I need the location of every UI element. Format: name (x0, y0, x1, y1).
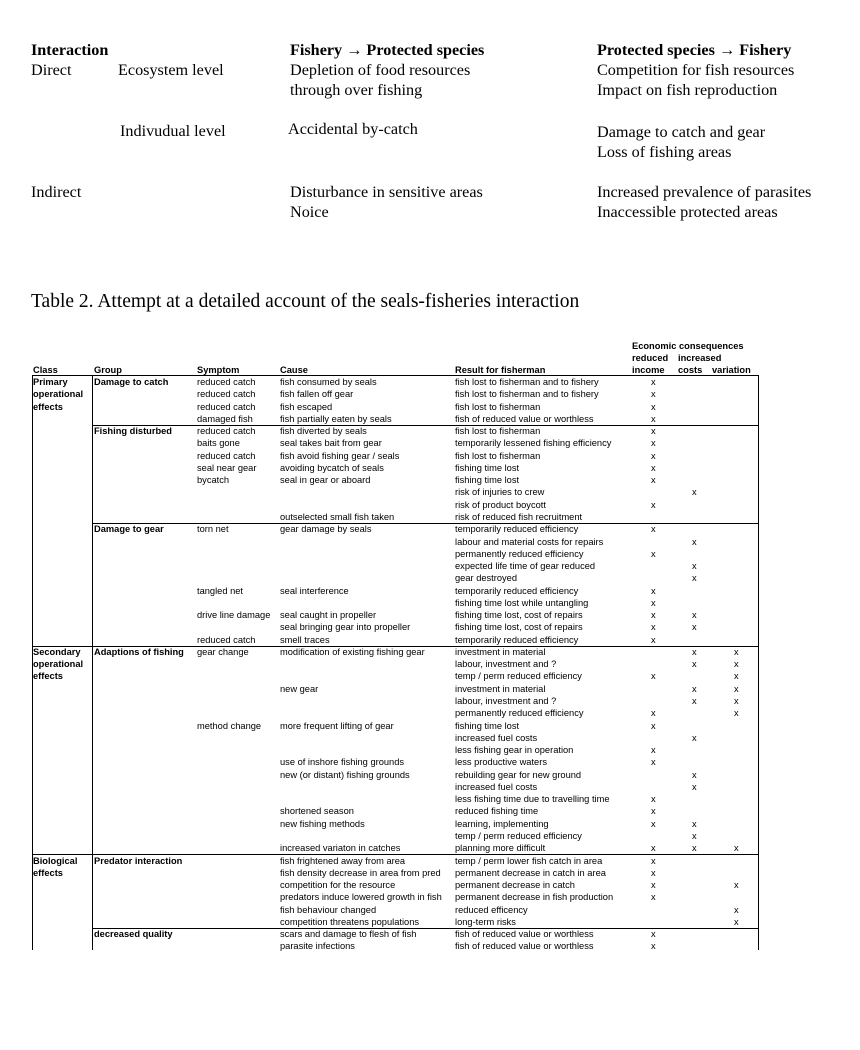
income-mark: x (651, 634, 656, 645)
result-cell: labour, investment and ? (455, 696, 557, 707)
variation-mark: x (734, 659, 739, 670)
detailed-interaction-table (0, 338, 860, 958)
indirect-fishery-effect-line2: Noice (290, 203, 329, 221)
income-mark: x (651, 745, 656, 756)
income-mark: x (651, 585, 656, 596)
result-cell: reduced fishing time (455, 806, 539, 817)
result-cell: investment in material (455, 646, 546, 657)
costs-mark: x (692, 830, 697, 841)
individual-fishery-effect-line1: Accidental by-catch (288, 120, 418, 138)
class-cell: effects (33, 671, 63, 682)
result-cell: less fishing time due to travelling time (455, 794, 610, 805)
income-mark: x (651, 597, 656, 608)
symptom-cell: torn net (197, 524, 229, 535)
symptom-cell: bycatch (197, 475, 230, 486)
col-header-class: Class (33, 365, 58, 375)
col-header-income: income (632, 365, 665, 375)
result-cell: fishing time lost (455, 462, 520, 473)
header-fishery-to-protected: Fishery → Protected species (290, 41, 485, 59)
cause-cell: outselected small fish taken (280, 511, 395, 522)
table-right-border (758, 375, 759, 950)
cause-cell: shortened season (280, 806, 354, 817)
col-header-group: Group (94, 365, 122, 375)
cause-cell: fish partially eaten by seals (280, 413, 392, 424)
symptom-cell: reduced catch (197, 426, 256, 437)
symptom-cell: gear change (197, 646, 249, 657)
cause-cell: increased variaton in catches (280, 843, 401, 854)
income-mark: x (651, 610, 656, 621)
income-mark: x (651, 867, 656, 878)
costs-mark: x (692, 818, 697, 829)
income-mark: x (651, 462, 656, 473)
cause-cell: fish frightened away from area (280, 855, 406, 866)
cause-cell: fish density decrease in area from pred (280, 867, 441, 878)
symptom-cell: reduced catch (197, 634, 256, 645)
individual-species-effect-line1: Damage to catch and gear (597, 123, 766, 141)
cause-cell: parasite infections (280, 941, 355, 952)
group-cell: Predator interaction (94, 855, 183, 866)
cause-cell: avoiding bycatch of seals (280, 462, 384, 473)
costs-mark: x (692, 732, 697, 743)
costs-mark: x (692, 843, 697, 854)
income-mark: x (651, 708, 656, 719)
row-indirect-label: Indirect (31, 183, 82, 201)
col-header-symptom: Symptom (197, 365, 240, 375)
cause-cell: seal takes bait from gear (280, 438, 382, 449)
costs-mark: x (692, 696, 697, 707)
costs-mark: x (692, 536, 697, 547)
result-cell: temporarily reduced efficiency (455, 524, 579, 535)
ecosystem-species-effect-line2: Impact on fish reproduction (597, 81, 778, 99)
variation-mark: x (734, 916, 739, 927)
costs-mark: x (692, 610, 697, 621)
result-cell: less productive waters (455, 757, 547, 768)
variation-mark: x (734, 708, 739, 719)
reduced-subheader: reduced (632, 353, 669, 363)
class-cell: Biological (33, 855, 78, 866)
costs-mark: x (692, 769, 697, 780)
result-cell: permanent decrease in catch in area (455, 867, 606, 878)
cause-cell: gear damage by seals (280, 524, 372, 535)
increased-subheader: increased (678, 353, 722, 363)
col-header-variation: variation (712, 365, 751, 375)
group-cell: Fishing disturbed (94, 426, 172, 437)
variation-mark: x (734, 683, 739, 694)
class-column-border (92, 375, 93, 950)
result-cell: labour, investment and ? (455, 659, 557, 670)
cause-cell: fish consumed by seals (280, 377, 377, 387)
income-mark: x (651, 806, 656, 817)
result-cell: risk of product boycott (455, 499, 546, 510)
col-header-cause: Cause (280, 365, 308, 375)
indirect-fishery-effect-line1: Disturbance in sensitive areas (290, 183, 483, 201)
costs-mark: x (692, 646, 697, 657)
result-cell: learning, implementing (455, 818, 549, 829)
variation-mark: x (734, 696, 739, 707)
income-mark: x (651, 548, 656, 559)
result-cell: fish of reduced value or worthless (455, 929, 594, 940)
income-mark: x (651, 438, 656, 449)
col-header-costs: costs (678, 365, 703, 375)
result-cell: fish of reduced value or worthless (455, 413, 594, 424)
income-mark: x (651, 892, 656, 903)
result-cell: reduced efficency (455, 904, 528, 915)
interaction-overview-table (0, 0, 860, 240)
symptom-cell: baits gone (197, 438, 240, 449)
costs-mark: x (692, 659, 697, 670)
income-mark: x (651, 671, 656, 682)
cause-cell: fish fallen off gear (280, 389, 354, 400)
symptom-cell: method change (197, 720, 262, 731)
costs-mark: x (692, 573, 697, 584)
variation-mark: x (734, 646, 739, 657)
result-cell: fish lost to fisherman (455, 401, 541, 412)
table-caption: Table 2. Attempt at a detailed account of the seals-fisheries interaction (31, 291, 580, 312)
group-cell: Damage to catch (94, 377, 169, 387)
result-cell: temporarily reduced efficiency (455, 585, 579, 596)
symptom-cell: reduced catch (197, 377, 256, 387)
costs-mark: x (692, 561, 697, 572)
row-direct-label: Direct (31, 61, 72, 79)
result-cell: increased fuel costs (455, 781, 538, 792)
income-mark: x (651, 929, 656, 940)
cause-cell: competition threatens populations (280, 916, 420, 927)
cause-cell: fish diverted by seals (280, 426, 367, 437)
income-mark: x (651, 843, 656, 854)
income-mark: x (651, 450, 656, 461)
result-cell: fish of reduced value or worthless (455, 941, 594, 952)
income-mark: x (651, 499, 656, 510)
row-ecosystem-level-label: Ecosystem level (118, 61, 224, 79)
group-rule-decreased-quality (93, 928, 759, 929)
costs-mark: x (692, 622, 697, 633)
income-mark: x (651, 389, 656, 400)
indirect-species-effect-line2: Inaccessible protected areas (597, 203, 778, 221)
income-mark: x (651, 475, 656, 486)
cause-cell: fish behaviour changed (280, 904, 377, 915)
result-cell: risk of injuries to crew (455, 487, 545, 498)
income-mark: x (651, 401, 656, 412)
result-cell: increased fuel costs (455, 732, 538, 743)
result-cell: fishing time lost (455, 475, 520, 486)
col-header-result: Result for fisherman (455, 365, 546, 375)
result-cell: fishing time lost (455, 720, 520, 731)
result-cell: temporarily lessened fishing efficiency (455, 438, 612, 449)
income-mark: x (651, 413, 656, 424)
cause-cell: use of inshore fishing grounds (280, 757, 405, 768)
result-cell: permanently reduced efficiency (455, 548, 584, 559)
result-cell: fish lost to fisherman (455, 426, 541, 437)
result-cell: less fishing gear in operation (455, 745, 574, 756)
result-cell: permanent decrease in fish production (455, 892, 614, 903)
income-mark: x (651, 757, 656, 768)
economic-consequences-header: Economic consequences (632, 341, 744, 351)
costs-mark: x (692, 487, 697, 498)
group-cell: Adaptions of fishing (94, 646, 184, 657)
ecosystem-fishery-effect-line2: through over fishing (290, 81, 423, 99)
symptom-cell: damaged fish (197, 413, 253, 424)
cause-cell: smell traces (280, 634, 330, 645)
result-cell: long-term risks (455, 916, 516, 927)
cause-cell: seal bringing gear into propeller (280, 622, 411, 633)
income-mark: x (651, 818, 656, 829)
cause-cell: predators induce lowered growth in fish (280, 892, 442, 903)
cause-cell: competition for the resource (280, 880, 396, 891)
income-mark: x (651, 622, 656, 633)
cause-cell: scars and damage to flesh of fish (280, 929, 417, 940)
variation-mark: x (734, 671, 739, 682)
income-mark: x (651, 524, 656, 535)
result-cell: temp / perm reduced efficiency (455, 830, 582, 841)
header-interaction: Interaction (31, 41, 109, 59)
class-cell: effects (33, 867, 63, 878)
income-mark: x (651, 941, 656, 952)
income-mark: x (651, 880, 656, 891)
result-cell: rebuilding gear for new ground (455, 769, 582, 780)
cause-cell: new (or distant) fishing grounds (280, 769, 410, 780)
income-mark: x (651, 794, 656, 805)
cause-cell: new gear (280, 683, 319, 694)
result-cell: risk of reduced fish recruitment (455, 511, 583, 522)
costs-mark: x (692, 781, 697, 792)
variation-mark: x (734, 880, 739, 891)
symptom-cell: drive line damage (197, 610, 271, 621)
class-cell: effects (33, 401, 63, 412)
individual-species-effect-line2: Loss of fishing areas (597, 143, 732, 161)
income-mark: x (651, 855, 656, 866)
result-cell: investment in material (455, 683, 546, 694)
cause-cell: seal in gear or aboard (280, 475, 371, 486)
class-cell: Secondary (33, 646, 81, 657)
result-cell: permanent decrease in catch (455, 880, 575, 891)
result-cell: fish lost to fisherman and to fishery (455, 389, 599, 400)
class-cell: operational (33, 389, 84, 400)
variation-mark: x (734, 843, 739, 854)
symptom-cell: reduced catch (197, 401, 256, 412)
symptom-cell: tangled net (197, 585, 244, 596)
symptom-cell: seal near gear (197, 462, 257, 473)
cause-cell: more frequent lifting of gear (280, 720, 394, 731)
variation-mark: x (734, 904, 739, 915)
result-cell: labour and material costs for repairs (455, 536, 604, 547)
income-mark: x (651, 426, 656, 437)
result-cell: fishing time lost, cost of repairs (455, 622, 583, 633)
symptom-cell: reduced catch (197, 450, 256, 461)
result-cell: expected life time of gear reduced (455, 561, 596, 572)
costs-mark: x (692, 683, 697, 694)
income-mark: x (651, 377, 656, 387)
group-cell: decreased quality (94, 929, 173, 940)
ecosystem-species-effect-line1: Competition for fish resources (597, 61, 795, 79)
group-cell: Damage to gear (94, 524, 164, 535)
cause-cell: fish escaped (280, 401, 333, 412)
result-cell: fish lost to fisherman (455, 450, 541, 461)
row-individual-level-label: Indivudual level (120, 122, 226, 140)
header-protected-to-fishery: Protected species → Fishery (597, 41, 792, 59)
cause-cell: seal interference (280, 585, 349, 596)
result-cell: fishing time lost, cost of repairs (455, 610, 583, 621)
group-rule-fishing-disturbed (93, 425, 759, 426)
result-cell: planning more difficult (455, 843, 546, 854)
indirect-species-effect-line1: Increased prevalence of parasites (597, 183, 812, 201)
result-cell: fish lost to fisherman and to fishery (455, 377, 599, 387)
ecosystem-fishery-effect-line1: Depletion of food resources (290, 61, 471, 79)
result-cell: temp / perm lower fish catch in area (455, 855, 603, 866)
symptom-cell: reduced catch (197, 389, 256, 400)
result-cell: fishing time lost while untangling (455, 597, 589, 608)
class-cell: Primary (33, 377, 68, 387)
group-rule-damage-to-gear (93, 523, 759, 524)
class-cell: operational (33, 659, 84, 670)
cause-cell: modification of existing fishing gear (280, 646, 425, 657)
cause-cell: seal caught in propeller (280, 610, 377, 621)
result-cell: permanently reduced efficiency (455, 708, 584, 719)
cause-cell: fish avoid fishing gear / seals (280, 450, 400, 461)
result-cell: temp / perm reduced efficiency (455, 671, 582, 682)
result-cell: temporarily reduced efficiency (455, 634, 579, 645)
result-cell: gear destroyed (455, 573, 518, 584)
income-mark: x (651, 720, 656, 731)
cause-cell: new fishing methods (280, 818, 365, 829)
